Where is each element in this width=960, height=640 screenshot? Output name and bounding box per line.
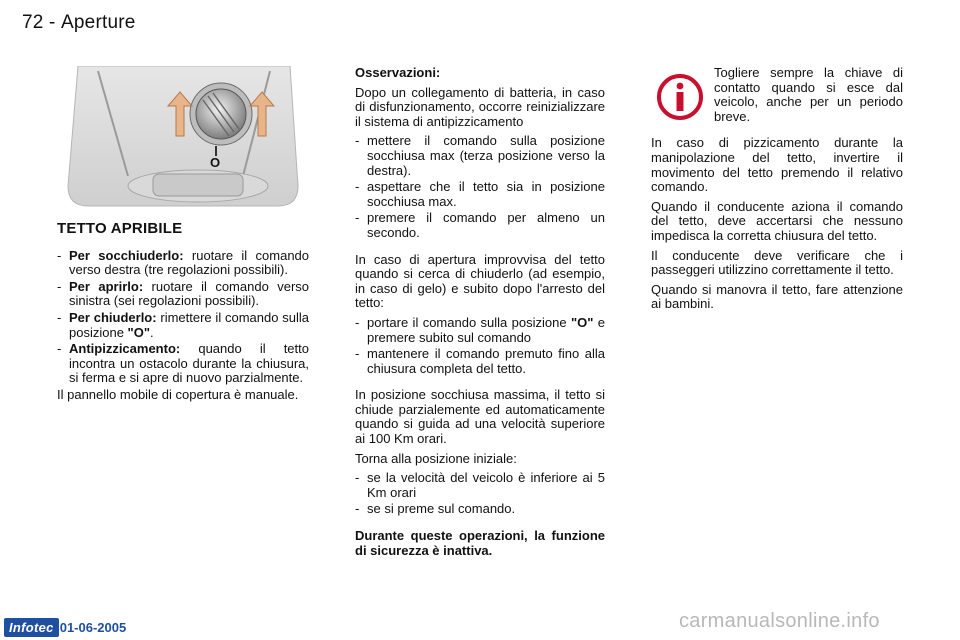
list-item <box>355 180 605 209</box>
step-bold: "O" <box>570 314 594 330</box>
watermark: carmanualsonline.info <box>679 610 880 632</box>
footer-date: 01-06-2005 <box>59 619 127 635</box>
list-item <box>355 211 605 240</box>
list-dash: - <box>355 346 360 362</box>
column-left <box>57 222 309 408</box>
page-number: 72 <box>22 12 44 33</box>
paragraph: Il conducente deve verificare che i passeggeri utilizzino correttamente il tetto. <box>651 247 903 278</box>
note-paragraph: Il pannello mobile di copertura è manuale. <box>57 386 299 402</box>
paragraph: In caso di apertura improvvisa del tetto quando si cerca di chiuderlo (ad esempio, in caso di gelo) e subito dopo l'arresto del tetto: <box>355 251 605 311</box>
paragraph: In caso di pizzicamento durante la manipolazione del tetto, invertire il movimento del tetto premendo il relativo comando. <box>651 135 903 195</box>
list-dash: - <box>355 179 360 195</box>
item-text: quando il tetto incontra un ostacolo durante la chiusura, si ferma e si apre di nuovo parzialmente. <box>69 341 309 386</box>
list-dash: - <box>355 210 360 226</box>
step-text: e premere subito sul comando <box>367 314 606 345</box>
section-name: Aperture <box>61 12 136 33</box>
item-text: ruotare il comando verso destra (tre regolazioni possibili). <box>69 247 310 278</box>
item-term: Antipizzicamento: <box>69 341 181 357</box>
list-dash: - <box>355 314 360 330</box>
footer <box>4 617 126 637</box>
paragraph: Quando si manovra il tetto, fare attenzione ai bambini. <box>651 281 903 312</box>
list-item <box>355 134 605 178</box>
observations-title: Osservazioni: <box>355 65 441 80</box>
step-text: premere il comando per almeno un secondo. <box>367 210 605 240</box>
page-header <box>22 12 136 34</box>
infotec-logo: Infotec <box>4 618 59 637</box>
item-text: ruotare il comando verso sinistra (sei regolazioni possibili). <box>69 278 310 309</box>
item-text: rimettere il comando sulla posizione <box>69 309 309 340</box>
step-text: aspettare che il tetto sia in posizione socchiusa max. <box>367 179 605 209</box>
item-tail-end: . <box>150 324 154 340</box>
position-o-label: O <box>210 155 221 170</box>
section-title: TETTO APRIBILE <box>57 220 183 237</box>
list-dash: - <box>355 501 360 517</box>
header-separator: - <box>43 12 62 33</box>
step-text: mantenere il comando premuto fino alla chiusura completa del tetto. <box>367 346 605 376</box>
info-paragraph: Togliere sempre la chiave di contatto quando si esce dal veicolo, anche per un periodo breve. <box>714 65 903 124</box>
step-text: se si preme sul comando. <box>367 501 516 517</box>
list-item <box>57 342 309 386</box>
paragraph: Torna alla posizione iniziale: <box>355 450 517 466</box>
warning-paragraph: Durante queste operazioni, la funzione di sicurezza è inattiva. <box>355 528 605 558</box>
item-term: Per socchiuderlo: <box>69 247 184 263</box>
list-item <box>57 249 309 278</box>
list-dash: - <box>57 278 62 294</box>
sunroof-control-drawing <box>58 66 310 214</box>
intro-paragraph: Dopo un collegamento di batteria, in caso di disfunzionamento, occorre reinizializzare il sistema di antipizzicamento <box>355 84 605 129</box>
list-item <box>57 280 309 309</box>
list-dash: - <box>57 309 62 325</box>
list-dash: - <box>57 341 62 357</box>
item-bold-tail: "O" <box>127 324 150 340</box>
step-text: mettere il comando sulla posizione socchiusa max (terza posizione verso la destra). <box>367 133 605 178</box>
list-item <box>57 311 309 340</box>
step-text: portare il comando sulla posizione <box>367 314 571 330</box>
item-term: Per aprirlo: <box>69 278 144 294</box>
list-dash: - <box>57 247 62 263</box>
step-text: se la velocità del veicolo è inferiore ai 5 Km orari <box>367 470 605 500</box>
paragraph: Quando il conducente aziona il comando del tetto, deve accertarsi che nessuno impedisca la corretta chiusura del tetto. <box>651 198 903 243</box>
list-item <box>355 471 605 500</box>
paragraph: In posizione socchiusa massima, il tetto si chiude parzialemente ed automaticamente quando si guida ad una velocità superiore ai 100 Km orari. <box>355 387 605 447</box>
list-item <box>355 502 605 517</box>
list-item <box>355 316 605 345</box>
list-dash: - <box>355 133 360 149</box>
list-dash: - <box>355 470 360 486</box>
sunroof-control-illustration <box>58 66 310 214</box>
column-right <box>651 66 903 317</box>
column-middle <box>355 66 605 563</box>
item-term: Per chiuderlo: <box>69 309 157 325</box>
list-item <box>355 347 605 376</box>
